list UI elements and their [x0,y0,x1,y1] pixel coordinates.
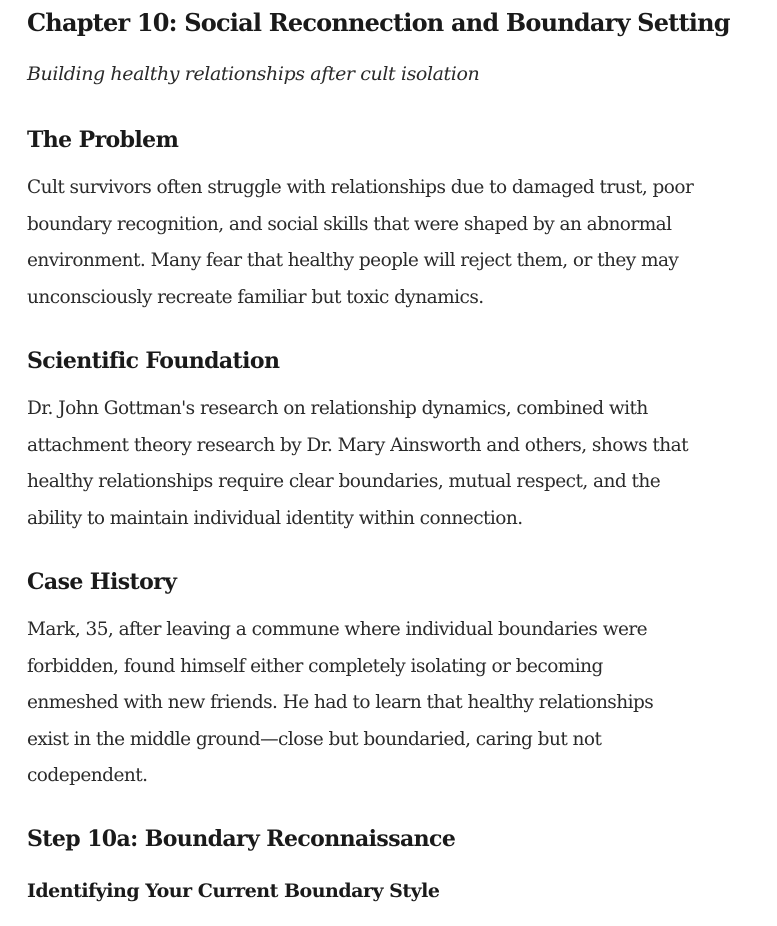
chapter-subtitle: Building healthy relationships after cult isolation [27,63,480,85]
section-heading-problem: The Problem [27,127,179,153]
paragraph-line: unconsciously recreate familiar but toxic dynamics. [27,286,484,308]
step-subheading: Identifying Your Current Boundary Style [27,880,440,902]
paragraph-line: forbidden, found himself either completely isolating or becoming [27,655,603,677]
chapter-title: Chapter 10: Social Reconnection and Boundary Setting [27,8,730,37]
section-heading-scientific-foundation: Scientific Foundation [27,348,280,374]
paragraph-line: codependent. [27,765,148,786]
paragraph-line: enmeshed with new friends. He had to learn that healthy relationships [27,692,654,713]
paragraph-line: boundary recognition, and social skills that were shaped by an abnormal [27,213,672,235]
section-heading-case-history: Case History [27,569,177,595]
section-paragraph-case-history [27,612,772,795]
section-paragraph-problem [27,170,772,316]
paragraph-line: healthy relationships require clear boundaries, mutual respect, and the [27,471,661,492]
paragraph-line: environment. Many fear that healthy people will reject them, or they may [27,250,679,271]
paragraph-line: attachment theory research by Dr. Mary Ainsworth and others, shows that [27,434,688,456]
paragraph-line: Cult survivors often struggle with relationships due to damaged trust, poor [27,177,694,198]
section-paragraph-scientific-foundation [27,391,772,537]
paragraph-line: ability to maintain individual identity within connection. [27,507,523,529]
step-heading: Step 10a: Boundary Reconnaissance [27,826,456,852]
paragraph-line: exist in the middle ground—close but boundaried, caring but not [27,728,602,750]
paragraph-line: Mark, 35, after leaving a commune where individual boundaries were [27,619,648,640]
paragraph-line: Dr. John Gottman's research on relationship dynamics, combined with [27,398,648,419]
